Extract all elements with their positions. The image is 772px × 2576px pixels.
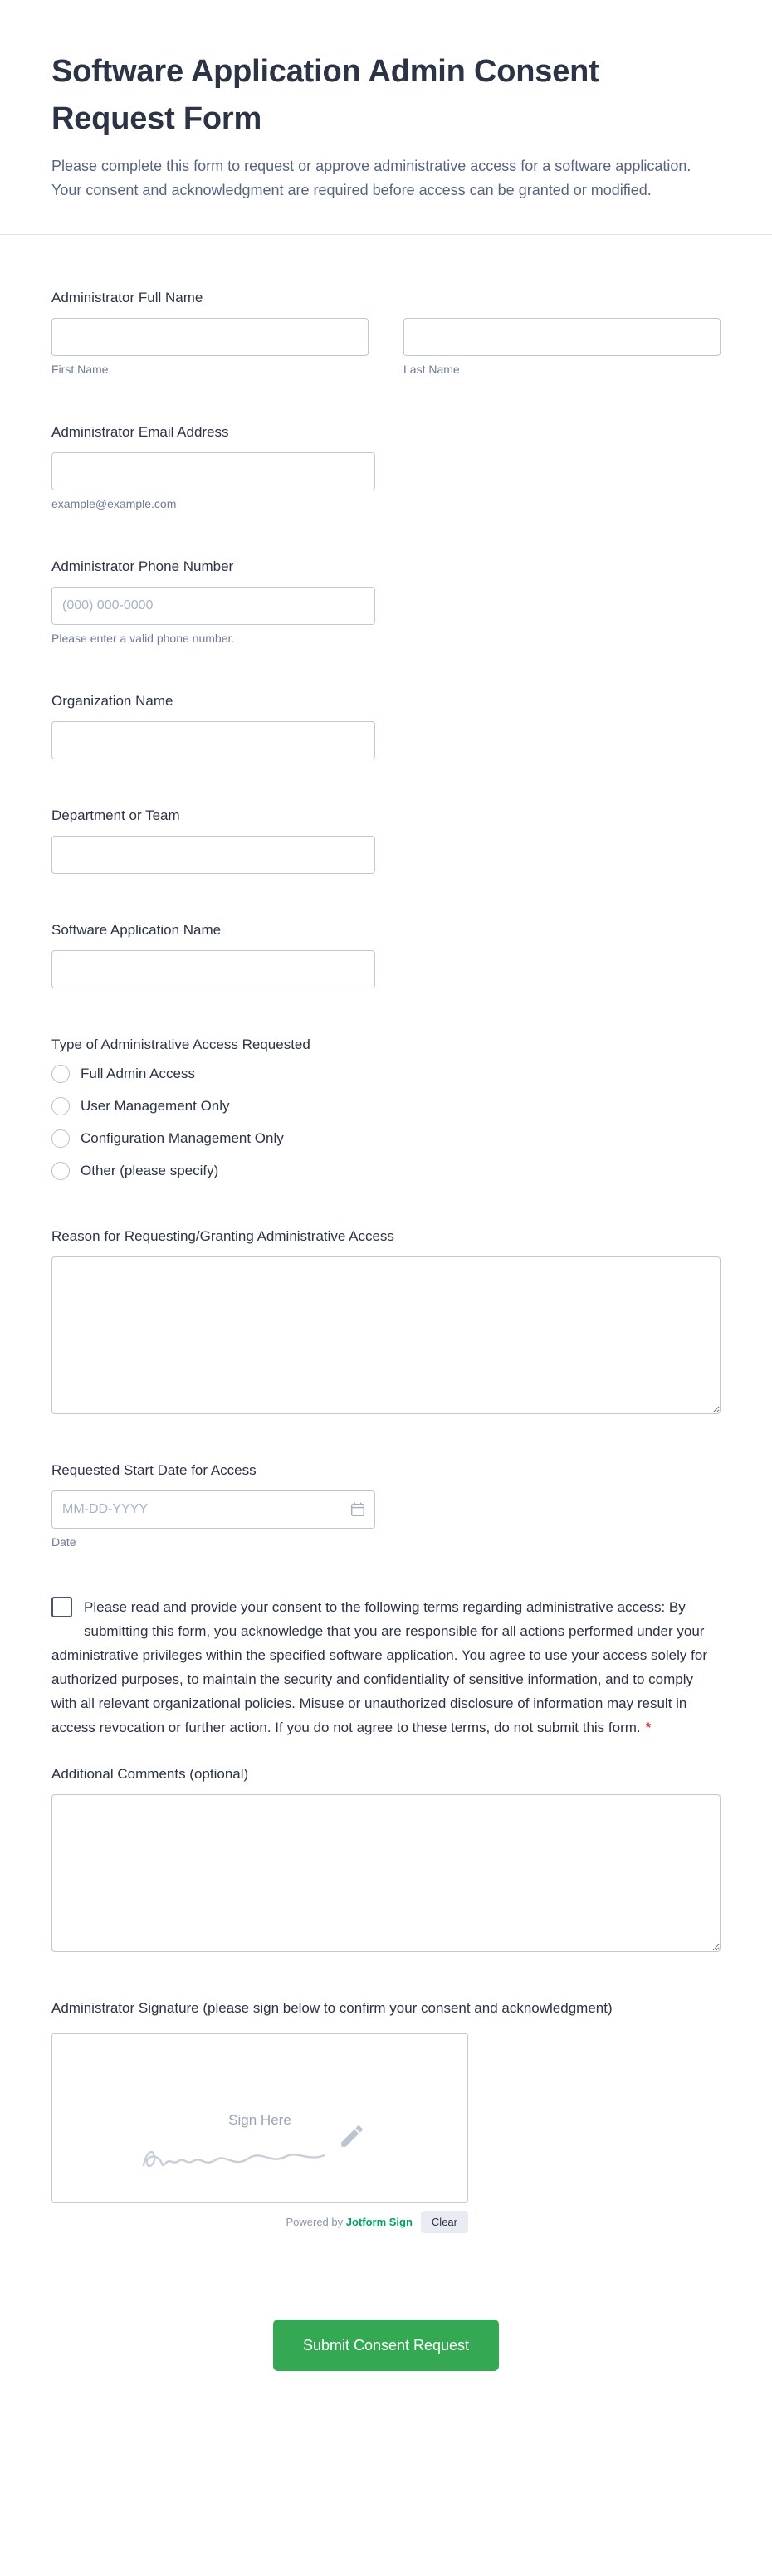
radio-button-icon[interactable] (51, 1065, 70, 1083)
signature-label: Administrator Signature (please sign below to confirm your consent and acknowledgment) (51, 2000, 613, 2016)
powered-by-text: Powered by Jotform Sign (286, 2216, 413, 2228)
application-label: Software Application Name (51, 922, 222, 938)
jotform-sign-brand: Jotform Sign (345, 2216, 413, 2228)
signature-footer (51, 2211, 468, 2233)
form-description: Please complete this form to request or approve administrative access for a software application. Your consent and acknowledgment are required before access can be granted or modified. (51, 158, 691, 198)
radio-option-label: Other (please specify) (81, 1163, 219, 1178)
start-date-field (51, 1461, 721, 1549)
email-sublabel: example@example.com (51, 497, 177, 510)
application-input[interactable] (51, 950, 375, 988)
comments-label: Additional Comments (optional) (51, 1766, 249, 1782)
radio-option-full-admin[interactable] (51, 1065, 721, 1083)
reason-textarea[interactable] (51, 1256, 721, 1414)
pen-icon (338, 2122, 366, 2150)
phone-sublabel: Please enter a valid phone number. (51, 632, 235, 645)
radio-option-other[interactable] (51, 1162, 721, 1180)
phone-input[interactable] (51, 587, 375, 625)
reason-label: Reason for Requesting/Granting Administrative Access (51, 1228, 394, 1244)
radio-button-icon[interactable] (51, 1097, 70, 1115)
radio-option-label: Full Admin Access (81, 1066, 195, 1081)
radio-button-icon[interactable] (51, 1129, 70, 1148)
organization-label: Organization Name (51, 693, 173, 709)
organization-input[interactable] (51, 721, 375, 759)
consent-terms-block (51, 1595, 721, 1739)
email-input[interactable] (51, 452, 375, 490)
consent-text: Please read and provide your consent to the following terms regarding administrative access: By submitting this form, you acknowledge that you are responsible for all actions performed under your administrative privileges within the specified software application. You agree to use your access solely for authorized purposes, to maintain the security and confidentiality of sensitive information, and to comply with all relevant organizational policies. Misuse or unauthorized disclosure of information may result in access revocation or further action. If you do not agree to these terms, do not submit this form. (51, 1599, 707, 1735)
department-label: Department or Team (51, 807, 180, 823)
comments-field (51, 1764, 721, 1952)
signature-squiggle-icon (139, 2137, 330, 2174)
required-asterisk: * (645, 1720, 652, 1735)
start-date-label: Requested Start Date for Access (51, 1462, 257, 1478)
department-field (51, 806, 721, 874)
radio-option-user-management[interactable] (51, 1097, 721, 1115)
department-input[interactable] (51, 836, 375, 874)
signature-pad[interactable] (51, 2033, 468, 2203)
access-type-field (51, 1035, 721, 1180)
date-sublabel: Date (51, 1535, 76, 1549)
sign-here-placeholder: Sign Here (228, 2112, 291, 2128)
phone-label: Administrator Phone Number (51, 559, 234, 574)
calendar-icon[interactable] (349, 1501, 366, 1518)
submit-button[interactable]: Submit Consent Request (273, 2320, 499, 2371)
reason-field (51, 1227, 721, 1414)
last-name-sublabel: Last Name (403, 363, 460, 376)
radio-option-label: Configuration Management Only (81, 1130, 284, 1146)
first-name-sublabel: First Name (51, 363, 109, 376)
application-field (51, 920, 721, 988)
full-name-label: Administrator Full Name (51, 290, 203, 305)
email-field (51, 422, 721, 510)
access-type-label: Type of Administrative Access Requested (51, 1037, 310, 1052)
radio-option-label: User Management Only (81, 1098, 230, 1114)
consent-checkbox[interactable] (51, 1597, 72, 1617)
signature-field (51, 1998, 721, 2233)
radio-option-configuration-management[interactable] (51, 1129, 721, 1148)
date-input[interactable] (51, 1490, 375, 1529)
phone-field (51, 557, 721, 645)
submit-area (51, 2320, 721, 2371)
first-name-input[interactable] (51, 318, 369, 356)
divider (0, 234, 772, 235)
clear-button[interactable]: Clear (421, 2211, 468, 2233)
page-title: Software Application Admin Consent Request Form (51, 54, 599, 136)
last-name-input[interactable] (403, 318, 721, 356)
full-name-field (51, 288, 721, 376)
organization-field (51, 691, 721, 759)
email-label: Administrator Email Address (51, 424, 229, 440)
radio-button-icon[interactable] (51, 1162, 70, 1180)
comments-textarea[interactable] (51, 1794, 721, 1952)
